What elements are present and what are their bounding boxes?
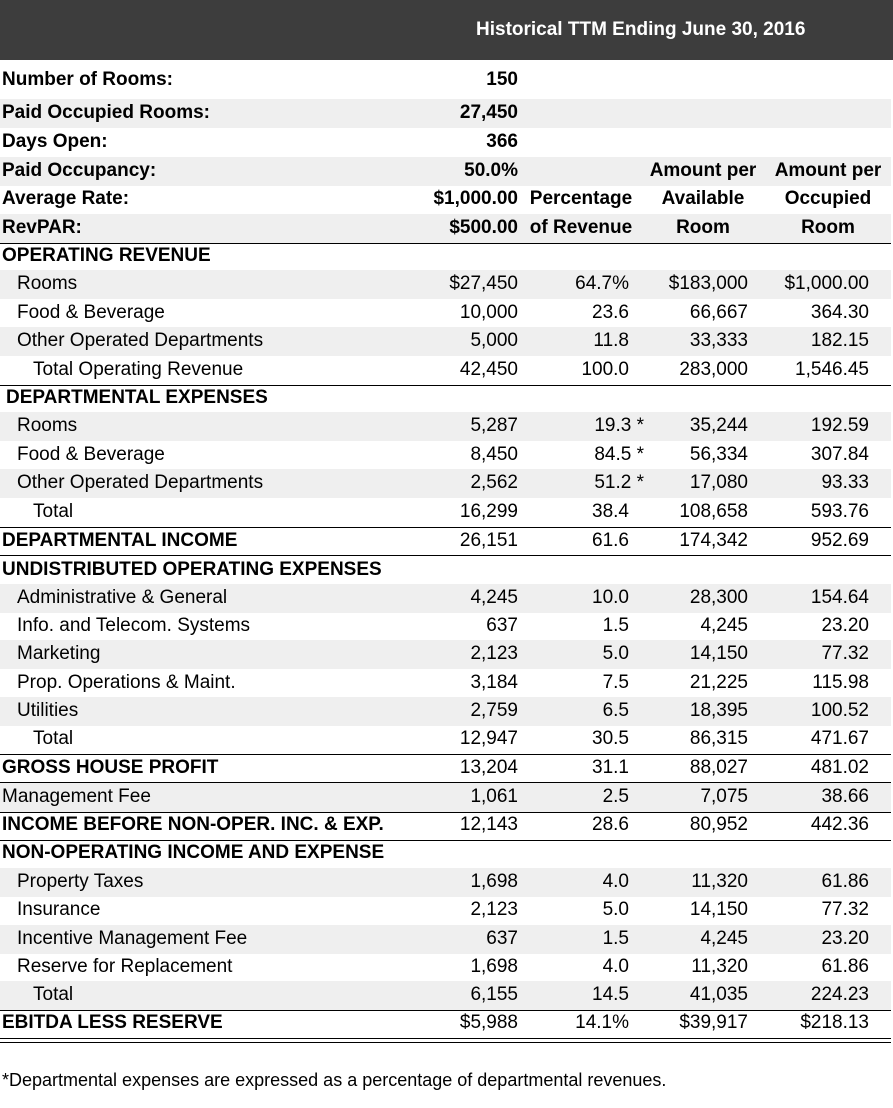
- percentage: 61.6: [592, 530, 629, 551]
- stat-value: $500.00: [449, 217, 518, 238]
- footnote: *Departmental expenses are expressed as a percentage of departmental revenues.: [2, 1070, 667, 1090]
- percentage: 51.2 *: [594, 472, 644, 493]
- row-label: Rooms: [17, 273, 78, 294]
- row-label: DEPARTMENTAL EXPENSES: [6, 387, 268, 408]
- table-row: [0, 299, 891, 328]
- percentage: 64.7%: [575, 273, 629, 294]
- per-occupied-room: 100.52: [810, 700, 869, 721]
- stat-value: 150: [486, 69, 518, 90]
- stat-row-rooms: [0, 66, 891, 95]
- amount: 10,000: [459, 302, 518, 323]
- per-available-room: 86,315: [689, 728, 748, 749]
- per-available-room: 17,080: [689, 472, 748, 493]
- stat-row-paid-occupied: [0, 99, 891, 128]
- amount: 2,123: [470, 643, 518, 664]
- row-label: Total: [33, 984, 74, 1005]
- amount: 637: [486, 928, 518, 949]
- percentage: 1.5: [602, 615, 629, 636]
- table-row: [0, 782, 891, 813]
- row-label: Food & Beverage: [17, 444, 165, 465]
- per-occupied-room: 1,546.45: [795, 359, 869, 380]
- stat-value: $1,000.00: [433, 188, 518, 209]
- percentage: 2.5: [602, 786, 629, 807]
- table-row-total: [0, 725, 891, 755]
- per-available-room: $183,000: [668, 273, 748, 294]
- amount: 5,000: [470, 330, 518, 351]
- section-heading: [0, 839, 891, 868]
- stat-label: Days Open:: [2, 131, 108, 152]
- percentage: 28.6: [592, 814, 629, 835]
- table-row: [0, 412, 891, 441]
- per-available-room: 88,027: [689, 757, 748, 778]
- per-available-room: 11,320: [691, 871, 748, 892]
- per-occupied-room: 38.66: [821, 786, 869, 807]
- row-label: Insurance: [17, 899, 101, 920]
- row-label: Reserve for Replacement: [17, 956, 233, 977]
- row-label: Administrative & General: [17, 587, 228, 608]
- section-heading: [0, 555, 891, 585]
- per-occupied-room: 307.84: [810, 444, 869, 465]
- amount: 13,204: [459, 757, 518, 778]
- table-row: [0, 868, 891, 897]
- per-occupied-room: 192.59: [810, 415, 869, 436]
- row-label: Utilities: [17, 700, 79, 721]
- row-label: Total: [33, 501, 74, 522]
- avail-heading-line3: Room: [676, 217, 730, 238]
- per-available-room: 21,225: [689, 672, 748, 693]
- section-heading: [0, 242, 891, 271]
- amount: 1,061: [470, 786, 518, 807]
- percentage: 5.0: [602, 899, 629, 920]
- per-occupied-room: $1,000.00: [784, 273, 869, 294]
- per-occupied-room: 61.86: [821, 956, 869, 977]
- per-occupied-room: 154.64: [810, 587, 869, 608]
- per-available-room: 66,667: [689, 302, 748, 323]
- row-label: Marketing: [17, 643, 101, 664]
- table-row-grand-total: [0, 1009, 891, 1038]
- amount: 2,123: [470, 899, 518, 920]
- table-row-subtotal: [0, 527, 891, 556]
- per-occupied-room: 952.69: [810, 530, 869, 551]
- stat-value: 366: [486, 131, 518, 152]
- table-row: [0, 669, 891, 698]
- per-occupied-room: 471.67: [810, 728, 869, 749]
- amount: 3,184: [470, 672, 518, 693]
- per-occupied-room: 481.02: [810, 757, 869, 778]
- per-available-room: 14,150: [689, 899, 748, 920]
- amount: 26,151: [459, 530, 518, 551]
- table-row: [0, 612, 891, 641]
- amount: 1,698: [470, 871, 518, 892]
- amount: 1,698: [470, 956, 518, 977]
- section-heading: [0, 384, 891, 413]
- per-available-room: 41,035: [689, 984, 748, 1005]
- occ-heading-line1: Amount per: [774, 160, 882, 181]
- row-label: Property Taxes: [17, 871, 144, 892]
- amount: 5,287: [470, 415, 518, 436]
- amount: 42,450: [459, 359, 518, 380]
- row-label: Prop. Operations & Maint.: [17, 672, 236, 693]
- per-available-room: 35,244: [689, 415, 748, 436]
- stat-label: Paid Occupancy:: [2, 160, 157, 181]
- amount: 8,450: [470, 444, 518, 465]
- row-label: INCOME BEFORE NON-OPER. INC. & EXP.: [2, 814, 384, 835]
- row-label: Food & Beverage: [17, 302, 165, 323]
- stat-value: 50.0%: [464, 160, 518, 181]
- percentage: 100.0: [581, 359, 629, 380]
- table-row: [0, 640, 891, 669]
- amount: 2,759: [470, 700, 518, 721]
- table-row-total: [0, 498, 891, 528]
- amount: 16,299: [459, 501, 518, 522]
- table-row: [0, 584, 891, 613]
- table-row: [0, 327, 891, 356]
- table-row-total: [0, 981, 891, 1011]
- per-occupied-room: 93.33: [821, 472, 869, 493]
- per-available-room: 283,000: [679, 359, 748, 380]
- amount: 4,245: [470, 587, 518, 608]
- percentage: 4.0: [602, 956, 629, 977]
- amount: 12,143: [459, 814, 518, 835]
- avail-heading-line1: Amount per: [649, 160, 757, 181]
- row-label: OPERATING REVENUE: [2, 245, 211, 266]
- percentage: 7.5: [602, 672, 629, 693]
- per-available-room: 108,658: [679, 501, 748, 522]
- stat-label: Average Rate:: [2, 188, 130, 209]
- table-row-total: [0, 356, 891, 386]
- table-row: [0, 469, 891, 498]
- table-row: [0, 697, 891, 726]
- per-available-room: 174,342: [679, 530, 748, 551]
- per-occupied-room: 182.15: [810, 330, 869, 351]
- avail-heading-line2: Available: [661, 188, 745, 209]
- percentage: 10.0: [592, 587, 629, 608]
- per-available-room: 4,245: [700, 928, 748, 949]
- per-available-room: 7,075: [700, 786, 748, 807]
- table-header-bar: [0, 0, 893, 60]
- row-label: GROSS HOUSE PROFIT: [2, 757, 219, 778]
- amount: 12,947: [459, 728, 518, 749]
- amount: $5,988: [459, 1012, 518, 1033]
- percentage: 5.0: [602, 643, 629, 664]
- row-label: Rooms: [17, 415, 78, 436]
- period-title: Historical TTM Ending June 30, 2016: [476, 19, 806, 40]
- per-occupied-room: 115.98: [812, 672, 869, 693]
- per-occupied-room: $218.13: [800, 1012, 869, 1033]
- percentage: 30.5: [592, 728, 629, 749]
- row-label: Info. and Telecom. Systems: [17, 615, 251, 636]
- percentage: 11.8: [593, 330, 629, 351]
- per-available-room: $39,917: [679, 1012, 748, 1033]
- per-occupied-room: 77.32: [821, 899, 869, 920]
- per-available-room: 4,245: [700, 615, 748, 636]
- percentage: 38.4: [592, 501, 629, 522]
- occ-heading-line3: Room: [801, 217, 855, 238]
- per-available-room: 14,150: [689, 643, 748, 664]
- row-label: Incentive Management Fee: [17, 928, 248, 949]
- percentage: 14.1%: [575, 1012, 629, 1033]
- amount: 6,155: [470, 984, 518, 1005]
- percentage: 31.1: [592, 757, 629, 778]
- per-available-room: 11,320: [691, 956, 748, 977]
- table-row: [0, 953, 891, 982]
- percentage: 23.6: [592, 302, 629, 323]
- occ-heading-line2: Occupied: [784, 188, 872, 209]
- per-available-room: 56,334: [689, 444, 748, 465]
- percentage-heading-line2: of Revenue: [529, 217, 633, 238]
- per-available-room: 18,395: [689, 700, 748, 721]
- per-occupied-room: 77.32: [821, 643, 869, 664]
- percentage: 84.5 *: [594, 444, 644, 465]
- per-occupied-room: 61.86: [821, 871, 869, 892]
- stat-label: RevPAR:: [2, 217, 82, 238]
- amount: $27,450: [449, 273, 518, 294]
- table-row: [0, 270, 891, 299]
- row-label: Other Operated Departments: [17, 472, 264, 493]
- percentage: 14.5: [592, 984, 629, 1005]
- per-occupied-room: 442.36: [810, 814, 869, 835]
- stat-row-days-open: [0, 128, 891, 157]
- table-row: [0, 925, 891, 954]
- per-available-room: 80,952: [689, 814, 748, 835]
- per-available-room: 28,300: [689, 587, 748, 608]
- percentage: 19.3 *: [594, 415, 644, 436]
- table-row: [0, 896, 891, 925]
- per-occupied-room: 364.30: [810, 302, 869, 323]
- percentage: 1.5: [602, 928, 629, 949]
- per-occupied-room: 593.76: [810, 501, 869, 522]
- stat-value: 27,450: [459, 102, 518, 123]
- row-label: NON-OPERATING INCOME AND EXPENSE: [2, 842, 385, 863]
- table-row-subtotal: [0, 754, 891, 783]
- row-label: Total Operating Revenue: [33, 359, 244, 380]
- row-label: UNDISTRIBUTED OPERATING EXPENSES: [2, 559, 382, 580]
- per-occupied-room: 23.20: [821, 928, 869, 949]
- row-label: Total: [33, 728, 74, 749]
- percentage: 4.0: [602, 871, 629, 892]
- row-label: EBITDA LESS RESERVE: [2, 1012, 223, 1033]
- table-row: [0, 441, 891, 470]
- row-label: Management Fee: [2, 786, 151, 807]
- row-label: Other Operated Departments: [17, 330, 264, 351]
- amount: 2,562: [470, 472, 518, 493]
- amount: 637: [486, 615, 518, 636]
- table-row-subtotal: [0, 811, 891, 841]
- percentage: 6.5: [602, 700, 629, 721]
- per-available-room: 33,333: [689, 330, 748, 351]
- percentage-heading-line1: Percentage: [529, 188, 633, 209]
- stat-label: Number of Rooms:: [2, 69, 173, 90]
- row-label: DEPARTMENTAL INCOME: [2, 530, 238, 551]
- per-occupied-room: 224.23: [810, 984, 869, 1005]
- stat-label: Paid Occupied Rooms:: [2, 102, 210, 123]
- per-occupied-room: 23.20: [821, 615, 869, 636]
